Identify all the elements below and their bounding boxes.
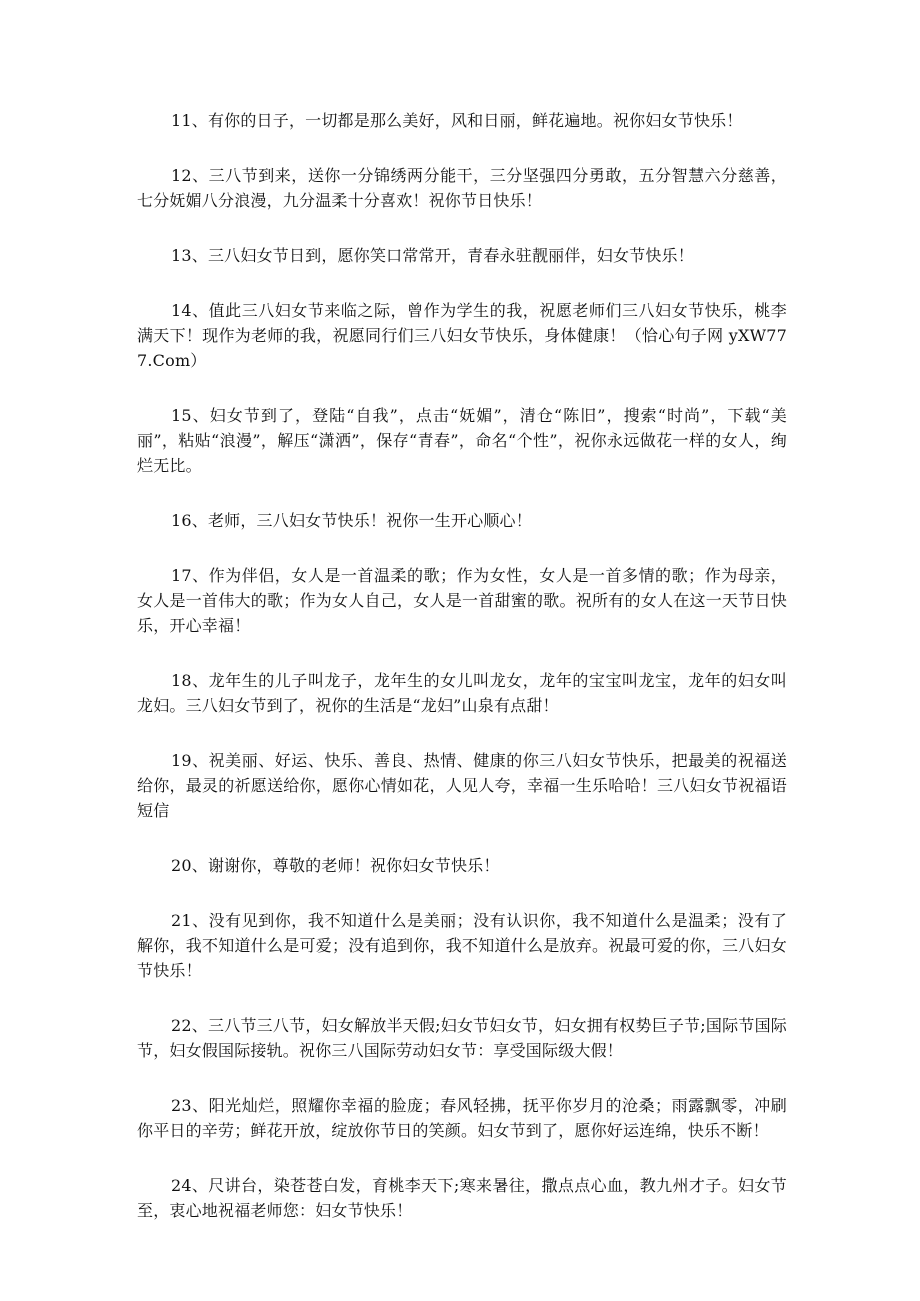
- paragraph-24: 24、尺讲台，染苍苍白发，育桃李天下;寒来暑往，撒点点心血，教九州才子。妇女节至，衷心地祝福老师您：妇女节快乐！: [137, 1176, 787, 1220]
- paragraph-11: 11、有你的日子，一切都是那么美好，风和日丽，鲜花遍地。祝你妇女节快乐！: [171, 111, 743, 130]
- paragraph-18: 18、龙年生的儿子叫龙子，龙年生的女儿叫龙女，龙年的宝宝叫龙宝，龙年的妇女叫龙妇。三八妇女节到了，祝你的生活是“龙妇”山泉有点甜！: [137, 671, 787, 715]
- document-page: [137, 108, 787, 1253]
- paragraph-22: 22、三八节三八节，妇女解放半天假;妇女节妇女节，妇女拥有权势巨子节;国际节国际节，妇女假国际接轨。祝你三八国际劳动妇女节：享受国际级大假！: [137, 1016, 787, 1060]
- paragraph-17: 17、作为伴侣，女人是一首温柔的歌；作为女性，女人是一首多情的歌；作为母亲，女人是一首伟大的歌；作为女人自己，女人是一首甜蜜的歌。祝所有的女人在这一天节日快乐，开心幸福！: [137, 566, 787, 635]
- paragraph-21: 21、没有见到你，我不知道什么是美丽；没有认识你，我不知道什么是温柔；没有了解你，我不知道什么是可爱；没有追到你，我不知道什么是放弃。祝最可爱的你，三八妇女节快乐！: [137, 911, 787, 980]
- paragraph-14: 14、值此三八妇女节来临之际，曾作为学生的我，祝愿老师们三八妇女节快乐，桃李满天下！现作为老师的我，祝愿同行们三八妇女节快乐，身体健康！（恰心句子网 yXW777.Com）: [137, 301, 787, 370]
- paragraph-23: 23、阳光灿烂，照耀你幸福的脸庞；春风轻拂，抚平你岁月的沧桑；雨露飘零，冲刷你平日的辛劳；鲜花开放，绽放你节日的笑颜。妇女节到了，愿你好运连绵，快乐不断！: [137, 1096, 787, 1140]
- paragraph-20: 20、谢谢你，尊敬的老师！祝你妇女节快乐！: [171, 856, 500, 875]
- paragraph-16: 16、老师，三八妇女节快乐！祝你一生开心顺心！: [171, 511, 532, 530]
- paragraph-12: 12、三八节到来，送你一分锦绣两分能干，三分坚强四分勇敢，五分智慧六分慈善，七分妩媚八分浪漫，九分温柔十分喜欢！祝你节日快乐！: [137, 166, 787, 210]
- paragraph-19: 19、祝美丽、好运、快乐、善良、热情、健康的你三八妇女节快乐，把最美的祝福送给你，最灵的祈愿送给你，愿你心情如花，人见人夸，幸福一生乐哈哈！三八妇女节祝福语短信: [137, 751, 787, 820]
- paragraph-13: 13、三八妇女节日到，愿你笑口常常开，青春永驻靓丽伴，妇女节快乐！: [171, 246, 694, 265]
- paragraph-15: 15、妇女节到了，登陆“自我”，点击“妩媚”，清仓“陈旧”，搜索“时尚”，下载“美丽”，粘贴“浪漫”，解压“潇洒”，保存“青春”，命名“个性”，祝你永远做花一样的女人，绚烂无比。: [137, 406, 787, 475]
